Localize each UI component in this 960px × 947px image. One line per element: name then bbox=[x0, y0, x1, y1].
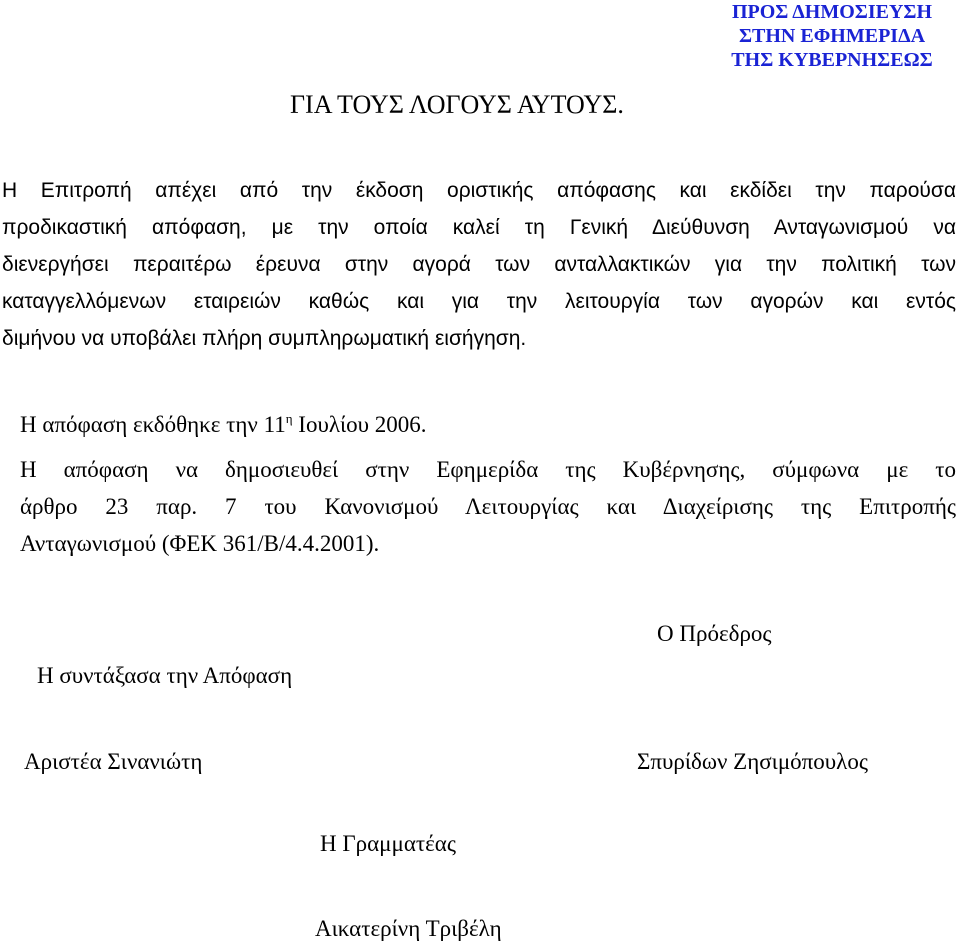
publication-note-line: ΠΡΟΣ ΔΗΜΟΣΙΕΥΣΗ bbox=[731, 1, 933, 23]
secretary-title: Η Γραμματέας bbox=[320, 831, 456, 856]
secretary-name: Αικατερίνη Τριβέλη bbox=[315, 916, 502, 941]
section-heading: ΓΙΑ ΤΟΥΣ ΛΟΓΟΥΣ ΑΥΤΟΥΣ. bbox=[290, 90, 624, 119]
paragraph-line: Ανταγωνισμού (ΦΕΚ 361/Β/4.4.2001). bbox=[20, 531, 380, 556]
paragraph-line: Η απόφαση να δημοσιευθεί στην Εφημερίδα της Κυβέρνησης, σύμφωνα με το bbox=[20, 457, 956, 482]
paragraph-line: Η Επιτροπή απέχει από την έκδοση οριστικής απόφασης και εκδίδει την παρούσα bbox=[2, 179, 956, 202]
president-name: Σπυρίδων Ζησιμόπουλος bbox=[637, 749, 868, 774]
issue-date-superscript: η bbox=[285, 411, 293, 426]
paragraph-line: προδικαστική απόφαση, με την οποία καλεί τη Γενική Διεύθυνση Ανταγωνισμού να bbox=[2, 216, 956, 239]
paragraph-line: καταγγελλόμενων εταιρειών καθώς και για την λειτουργία των αγορών και εντός bbox=[2, 290, 956, 313]
issue-date-suffix: Ιουλίου 2006. bbox=[292, 412, 427, 437]
drafter-title: Η συντάξασα την Απόφαση bbox=[37, 663, 293, 688]
publication-note-line: ΤΗΣ ΚΥΒΕΡΝΗΣΕΩΣ bbox=[731, 49, 933, 71]
publication-note-line: ΣΤΗΝ ΕΦΗΜΕΡΙΔΑ bbox=[738, 25, 926, 47]
publication-note bbox=[712, 0, 952, 72]
paragraph-line: άρθρο 23 παρ. 7 του Κανονισμού Λειτουργίας και Διαχείρισης της Επιτροπής bbox=[20, 494, 956, 519]
drafter-name: Αριστέα Σινανιώτη bbox=[24, 749, 203, 774]
paragraph-line: διμήνου να υποβάλει πλήρη συμπληρωματική εισήγηση. bbox=[2, 327, 527, 350]
president-title: Ο Πρόεδρος bbox=[657, 621, 772, 646]
publication-paragraph bbox=[20, 451, 956, 562]
issue-date-statement bbox=[20, 408, 427, 442]
decision-paragraph bbox=[2, 172, 956, 357]
paragraph-line: διενεργήσει περαιτέρω έρευνα στην αγορά των ανταλλακτικών για την πολιτική των bbox=[2, 253, 956, 276]
issue-date-prefix: Η απόφαση εκδόθηκε την 11 bbox=[20, 412, 286, 437]
